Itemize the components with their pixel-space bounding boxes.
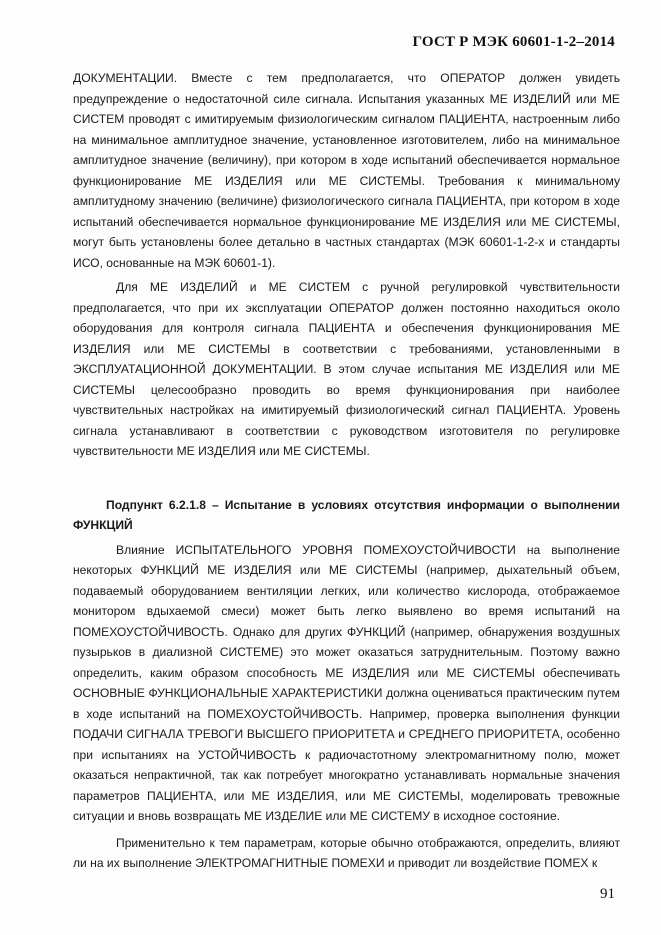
subclause-heading: Подпункт 6.2.1.8 – Испытание в условиях отсутствия информации о выполнении ФУНКЦИЙ — [73, 497, 620, 532]
page-number: 91 — [600, 886, 615, 902]
standard-header: ГОСТ Р МЭК 60601-1-2–2014 — [412, 34, 615, 50]
page-body — [73, 68, 620, 874]
paragraph-displayed-parameters: Применительно к тем параметрам, которые обычно отображаются, определить, влияют ли на их выполнение ЭЛЕКТРОМАГНИТНЫЕ ПОМЕХИ и приводит ли воздействие ПОМЕХ к — [73, 835, 620, 870]
paragraph-manual-sensitivity: Для МЕ ИЗДЕЛИЙ и МЕ СИСТЕМ с ручной регулировкой чувствительности предполагается, что при их эксплуатации ОПЕРАТОР должен постоянно находиться около оборудования для контроля сигнала ПАЦИЕНТА и обеспечения функционирования МЕ ИЗДЕЛИЯ или МЕ СИСТЕМЫ в соответствии с требованиями, установленными в ЭКСПЛУАТАЦИОННОЙ ДОКУМЕНТАЦИИ. В этом случае испытания МЕ ИЗДЕЛИЯ или МЕ СИСТЕМЫ целесообразно проводить во время функционирования при наиболее чувствительных настройках на имитируемый физиологический сигнал ПАЦИЕНТА. Уровень сигнала устанавливают в соответствии с руководством изготовителя по регулировке чувствительности МЕ ИЗДЕЛИЯ или МЕ СИСТЕМЫ. — [73, 280, 620, 458]
paragraph-continuation: ДОКУМЕНТАЦИИ. Вместе с тем предполагается, что ОПЕРАТОР должен увидеть предупреждение о недостаточной силе сигнала. Испытания указанных МЕ ИЗДЕЛИЙ или МЕ СИСТЕМ проводят с имитируемым физиологическим сигналом ПАЦИЕНТА, настроенным либо на минимальное амплитудное значение, установленное изготовителем, либо на минимальное амплитудное значение (величину), при котором в ходе испытаний обеспечивается нормальное функционирование МЕ ИЗДЕЛИЯ или МЕ СИСТЕМЫ. Требования к минимальному амплитудному значению (величине) физиологического сигнала ПАЦИЕНТА, при котором в ходе испытаний обеспечивается нормальное функционирование МЕ ИЗДЕЛИЯ или МЕ СИСТЕМЫ, могут быть установлены более детально в частных стандартах (МЭК 60601-1-2-х и стандарты ИСО, основанные на МЭК 60601-1). — [73, 71, 620, 270]
paragraph-immunity-influence: Влияние ИСПЫТАТЕЛЬНОГО УРОВНЯ ПОМЕХОУСТОЙЧИВОСТИ на выполнение некоторых ФУНКЦИЙ МЕ ИЗДЕЛИЯ или МЕ СИСТЕМЫ (например, дыхательный объем, подаваемый оборудованием вентиляции легких, или количество кислорода, отображаемое монитором вдыхаемой смеси) может быть легко выявлено во время испытаний на ПОМЕХОУСТОЙЧИВОСТЬ. Однако для других ФУНКЦИЙ (например, обнаружения воздушных пузырьков в диализной СИСТЕМЕ) это может оказаться затруднительным. Поэтому важно определить, каким образом способность МЕ ИЗДЕЛИЯ или МЕ СИСТЕМЫ обеспечивать ОСНОВНЫЕ ФУНКЦИОНАЛЬНЫЕ ХАРАКТЕРИСТИКИ должна оцениваться практическим путем в ходе испытаний на ПОМЕХОУСТОЙЧИВОСТЬ. Например, проверка выполнения функции ПОДАЧИ СИГНАЛА ТРЕВОГИ ВЫСШЕГО ПРИОРИТЕТА и СРЕДНЕГО ПРИОРИТЕТА, особенно при испытаниях на УСТОЙЧИВОСТЬ к радиочастотному электромагнитному полю, может оказаться непрактичной, так как потребует многократно устанавливать нормальные значения параметров ПАЦИЕНТА, или МЕ ИЗДЕЛИЯ, или МЕ СИСТЕМЫ, моделировать тревожные ситуации и вновь возвращать МЕ ИЗДЕЛИЕ или МЕ СИСТЕМУ в исходное состояние. — [73, 542, 620, 823]
